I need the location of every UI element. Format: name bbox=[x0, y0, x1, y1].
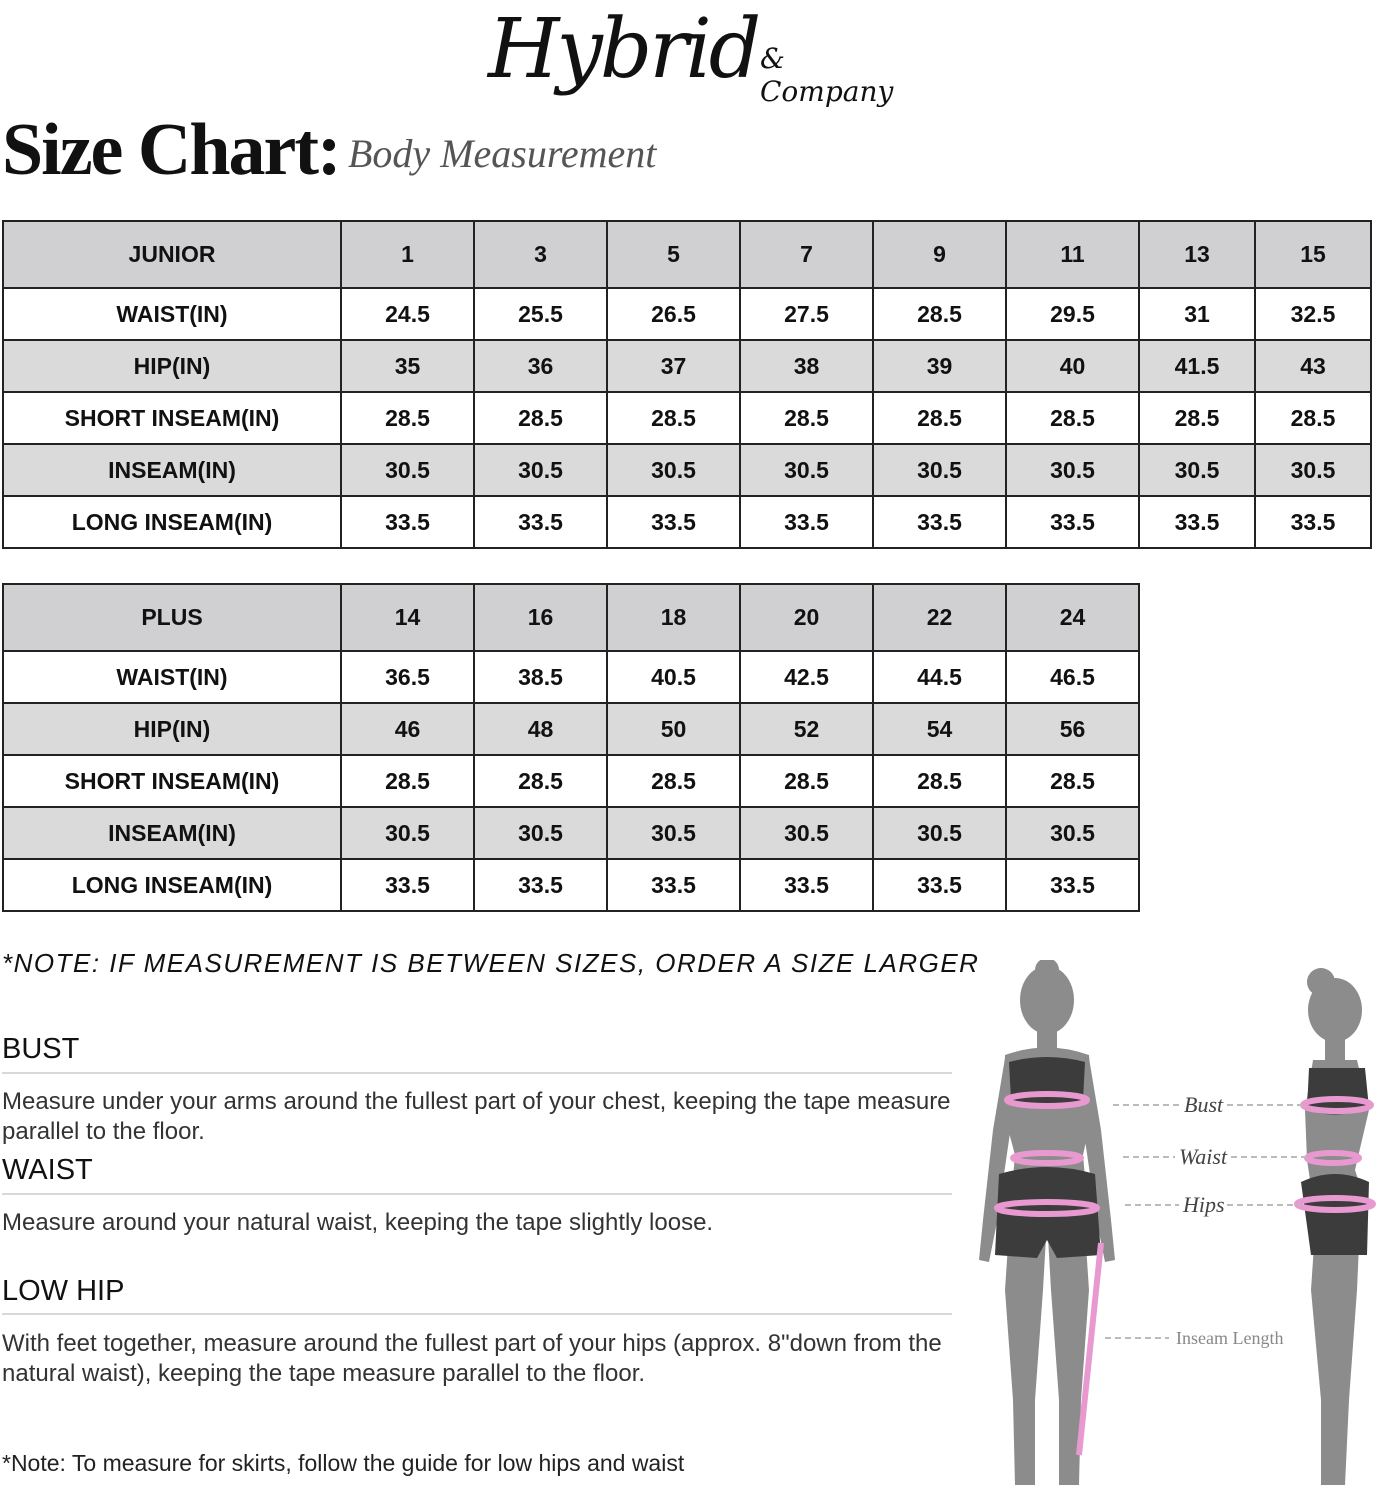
size-cell: 28.5 bbox=[873, 755, 1006, 807]
size-cell: 33.5 bbox=[873, 496, 1006, 548]
size-cell: 30.5 bbox=[474, 807, 607, 859]
bust-label: Bust bbox=[1184, 1092, 1224, 1117]
section-divider bbox=[2, 1072, 952, 1074]
size-cell: 33.5 bbox=[607, 496, 740, 548]
size-cell: 42.5 bbox=[740, 651, 873, 703]
size-cell: 16 bbox=[474, 584, 607, 651]
row-label: LONG INSEAM(IN) bbox=[3, 496, 341, 548]
size-cell: 38 bbox=[740, 340, 873, 392]
row-label: PLUS bbox=[3, 584, 341, 651]
size-cell: 30.5 bbox=[1006, 444, 1139, 496]
size-cell: 40.5 bbox=[607, 651, 740, 703]
size-cell: 7 bbox=[740, 221, 873, 288]
waist-label: Waist bbox=[1179, 1144, 1228, 1169]
row-label: INSEAM(IN) bbox=[3, 807, 341, 859]
junior-size-table bbox=[2, 220, 1372, 549]
size-cell: 33.5 bbox=[1255, 496, 1371, 548]
size-cell: 33.5 bbox=[740, 859, 873, 911]
size-cell: 28.5 bbox=[1006, 392, 1139, 444]
brand-logo bbox=[470, 2, 910, 142]
size-cell: 24 bbox=[1006, 584, 1139, 651]
size-cell: 41.5 bbox=[1139, 340, 1255, 392]
section-divider bbox=[2, 1193, 952, 1195]
section-heading-waist: WAIST bbox=[2, 1154, 93, 1186]
section-divider bbox=[2, 1313, 952, 1315]
size-cell: 30.5 bbox=[1139, 444, 1255, 496]
size-cell: 32.5 bbox=[1255, 288, 1371, 340]
size-cell: 27.5 bbox=[740, 288, 873, 340]
size-cell: 24.5 bbox=[341, 288, 474, 340]
size-cell: 33.5 bbox=[1139, 496, 1255, 548]
size-cell: 5 bbox=[607, 221, 740, 288]
size-cell: 33.5 bbox=[607, 859, 740, 911]
row-label: WAIST(IN) bbox=[3, 651, 341, 703]
page-title: Size Chart: bbox=[2, 109, 340, 191]
inseam-label: Inseam Length bbox=[1176, 1328, 1284, 1348]
size-cell: 33.5 bbox=[740, 496, 873, 548]
plus-size-table bbox=[2, 583, 1140, 912]
size-cell: 28.5 bbox=[1139, 392, 1255, 444]
section-text-low-hip: With feet together, measure around the fullest part of your hips (approx. 8"down from the natural waist), keeping the tape measure parallel to the floor. bbox=[2, 1330, 942, 1387]
size-cell: 56 bbox=[1006, 703, 1139, 755]
size-cell: 18 bbox=[607, 584, 740, 651]
body-illustration bbox=[965, 960, 1386, 1500]
size-cell: 20 bbox=[740, 584, 873, 651]
size-cell: 28.5 bbox=[607, 392, 740, 444]
size-cell: 36.5 bbox=[341, 651, 474, 703]
table-row bbox=[3, 340, 1371, 392]
size-cell: 13 bbox=[1139, 221, 1255, 288]
table-row bbox=[3, 651, 1139, 703]
size-cell: 44.5 bbox=[873, 651, 1006, 703]
size-cell: 33.5 bbox=[1006, 859, 1139, 911]
size-cell: 30.5 bbox=[607, 807, 740, 859]
size-cell: 14 bbox=[341, 584, 474, 651]
size-cell: 28.5 bbox=[474, 392, 607, 444]
table-row bbox=[3, 444, 1371, 496]
brand-suffix: & Company bbox=[760, 42, 894, 108]
junior-header-row bbox=[3, 221, 1371, 288]
size-cell: 3 bbox=[474, 221, 607, 288]
size-cell: 37 bbox=[607, 340, 740, 392]
size-cell: 1 bbox=[341, 221, 474, 288]
row-label: JUNIOR bbox=[3, 221, 341, 288]
plus-header-row bbox=[3, 584, 1139, 651]
hips-label: Hips bbox=[1183, 1192, 1225, 1217]
size-cell: 50 bbox=[607, 703, 740, 755]
size-cell: 28.5 bbox=[474, 755, 607, 807]
size-cell: 28.5 bbox=[740, 755, 873, 807]
size-cell: 22 bbox=[873, 584, 1006, 651]
row-label: HIP(IN) bbox=[3, 703, 341, 755]
size-cell: 30.5 bbox=[1255, 444, 1371, 496]
size-note: *NOTE: IF MEASUREMENT IS BETWEEN SIZES, ORDER A SIZE LARGER bbox=[2, 948, 980, 978]
row-label: HIP(IN) bbox=[3, 340, 341, 392]
size-cell: 33.5 bbox=[1006, 496, 1139, 548]
size-cell: 28.5 bbox=[607, 755, 740, 807]
size-cell: 35 bbox=[341, 340, 474, 392]
size-cell: 30.5 bbox=[740, 807, 873, 859]
size-cell: 30.5 bbox=[474, 444, 607, 496]
size-cell: 28.5 bbox=[873, 288, 1006, 340]
size-cell: 28.5 bbox=[341, 392, 474, 444]
size-cell: 48 bbox=[474, 703, 607, 755]
size-cell: 30.5 bbox=[607, 444, 740, 496]
row-label: SHORT INSEAM(IN) bbox=[3, 755, 341, 807]
size-cell: 40 bbox=[1006, 340, 1139, 392]
section-heading-low-hip: LOW HIP bbox=[2, 1275, 125, 1307]
size-cell: 33.5 bbox=[873, 859, 1006, 911]
size-cell: 15 bbox=[1255, 221, 1371, 288]
size-cell: 39 bbox=[873, 340, 1006, 392]
section-text-waist: Measure around your natural waist, keeping the tape slightly loose. bbox=[2, 1209, 714, 1236]
table-row bbox=[3, 859, 1139, 911]
size-cell: 28.5 bbox=[740, 392, 873, 444]
page-subtitle: Body Measurement bbox=[348, 131, 657, 176]
size-cell: 33.5 bbox=[474, 859, 607, 911]
row-label: SHORT INSEAM(IN) bbox=[3, 392, 341, 444]
size-cell: 33.5 bbox=[341, 859, 474, 911]
section-text-bust: Measure under your arms around the fullest part of your chest, keeping the tape measure parallel to the floor. bbox=[2, 1088, 951, 1145]
size-cell: 30.5 bbox=[873, 807, 1006, 859]
row-label: INSEAM(IN) bbox=[3, 444, 341, 496]
size-cell: 43 bbox=[1255, 340, 1371, 392]
size-cell: 11 bbox=[1006, 221, 1139, 288]
size-cell: 38.5 bbox=[474, 651, 607, 703]
table-row bbox=[3, 288, 1371, 340]
row-label: LONG INSEAM(IN) bbox=[3, 859, 341, 911]
size-cell: 46.5 bbox=[1006, 651, 1139, 703]
size-cell: 52 bbox=[740, 703, 873, 755]
row-label: WAIST(IN) bbox=[3, 288, 341, 340]
skirt-footnote: *Note: To measure for skirts, follow the guide for low hips and waist bbox=[2, 1450, 685, 1476]
size-cell: 30.5 bbox=[1006, 807, 1139, 859]
table-row bbox=[3, 392, 1371, 444]
table-row bbox=[3, 703, 1139, 755]
brand-name: Hybrid bbox=[488, 2, 759, 97]
size-cell: 28.5 bbox=[873, 392, 1006, 444]
size-cell: 30.5 bbox=[341, 807, 474, 859]
size-cell: 25.5 bbox=[474, 288, 607, 340]
table-row bbox=[3, 496, 1371, 548]
size-cell: 9 bbox=[873, 221, 1006, 288]
size-cell: 31 bbox=[1139, 288, 1255, 340]
measurement-figure bbox=[965, 960, 1386, 1500]
size-cell: 28.5 bbox=[1255, 392, 1371, 444]
table-row bbox=[3, 755, 1139, 807]
size-cell: 46 bbox=[341, 703, 474, 755]
size-cell: 33.5 bbox=[341, 496, 474, 548]
size-cell: 30.5 bbox=[740, 444, 873, 496]
size-cell: 36 bbox=[474, 340, 607, 392]
size-cell: 54 bbox=[873, 703, 1006, 755]
size-cell: 30.5 bbox=[873, 444, 1006, 496]
size-cell: 33.5 bbox=[474, 496, 607, 548]
size-cell: 28.5 bbox=[341, 755, 474, 807]
section-heading-bust: BUST bbox=[2, 1033, 80, 1065]
size-cell: 29.5 bbox=[1006, 288, 1139, 340]
size-cell: 30.5 bbox=[341, 444, 474, 496]
table-row bbox=[3, 807, 1139, 859]
size-cell: 26.5 bbox=[607, 288, 740, 340]
size-cell: 28.5 bbox=[1006, 755, 1139, 807]
